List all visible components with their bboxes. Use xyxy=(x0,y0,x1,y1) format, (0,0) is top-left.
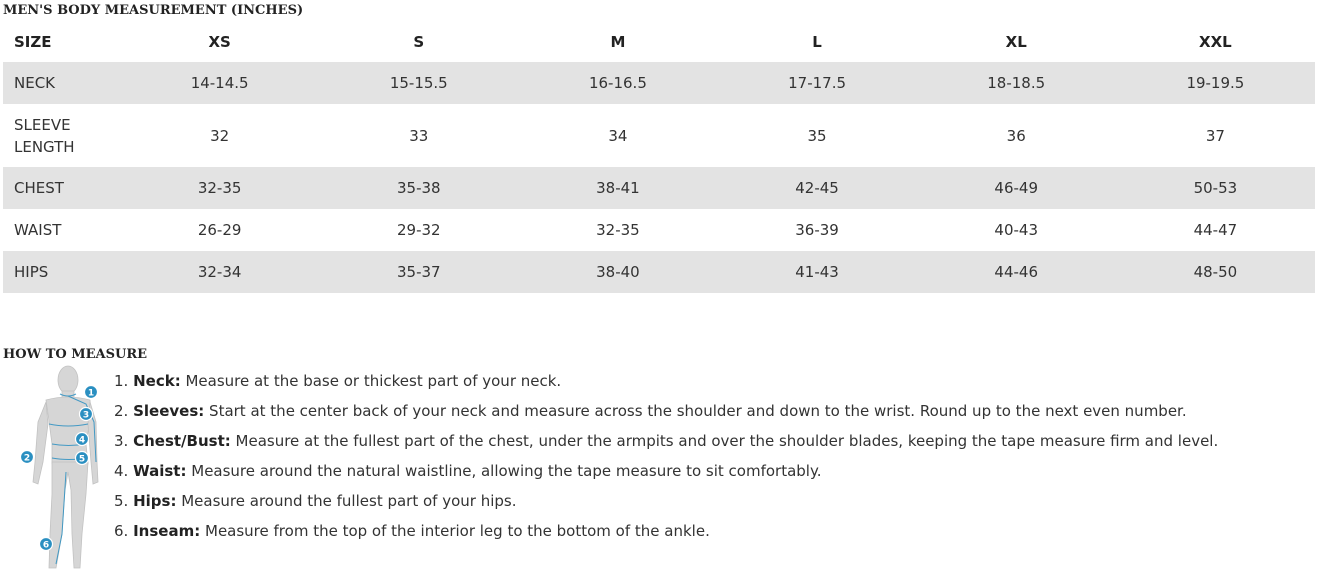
step-number: 2. xyxy=(114,402,129,420)
step-text: Measure at the base or thickest part of your neck. xyxy=(185,372,562,390)
table-cell: 18-18.5 xyxy=(917,62,1116,104)
marker-3-icon xyxy=(80,408,93,421)
step-term: Chest/Bust: xyxy=(133,432,231,450)
step-number: 4. xyxy=(114,462,129,480)
row-label xyxy=(3,104,120,167)
marker-label: 3 xyxy=(82,410,90,421)
step-text: Measure at the fullest part of the chest, under the armpits and over the shoulder blades, keeping the tape measure firm and level. xyxy=(235,432,1219,450)
table-cell: 29-32 xyxy=(396,221,441,239)
marker-label: 6 xyxy=(42,540,50,551)
marker-1-icon xyxy=(85,386,98,399)
marker-label: 4 xyxy=(78,435,86,446)
step-text: Measure from the top of the interior leg to the bottom of the ankle. xyxy=(205,522,710,540)
table-cell: 38-40 xyxy=(518,251,717,293)
measure-steps-list xyxy=(114,369,1218,549)
table-cell: 32-34 xyxy=(120,251,319,293)
table-cell: 44-47 xyxy=(1193,221,1238,239)
step-text: Start at the center back of your neck and measure across the shoulder and down to the wrist. Round up to the next even number. xyxy=(209,402,1187,420)
table-cell: 48-50 xyxy=(1116,251,1315,293)
table-cell: 17-17.5 xyxy=(718,62,917,104)
table-cell: 40-43 xyxy=(994,221,1038,239)
marker-label: 5 xyxy=(78,454,86,465)
body-figure-illustration xyxy=(16,362,100,574)
step-text: Measure around the fullest part of your hips. xyxy=(181,492,517,510)
row-label: WAIST xyxy=(14,221,62,239)
column-header: M xyxy=(610,32,626,51)
row-label-line: SLEEVE xyxy=(14,115,71,134)
row-label: NECK xyxy=(3,62,120,104)
table-row xyxy=(3,62,1315,104)
list-item xyxy=(114,489,1218,519)
table-row xyxy=(3,209,1315,251)
page-title: MEN'S BODY MEASUREMENT (INCHES) xyxy=(3,3,304,18)
table-cell: 26-29 xyxy=(197,221,242,239)
column-header: L xyxy=(812,32,822,51)
table-cell: 34 xyxy=(608,126,628,145)
row-label-line: LENGTH xyxy=(14,137,75,156)
table-cell: 36-39 xyxy=(795,221,839,239)
step-number: 1. xyxy=(114,372,129,390)
table-cell: 38-41 xyxy=(518,167,717,209)
table-cell: 41-43 xyxy=(718,251,917,293)
column-header: XXL xyxy=(1199,32,1232,51)
table-cell: 32-35 xyxy=(596,221,640,239)
table-header-row xyxy=(3,21,1315,62)
how-to-measure-title: HOW TO MEASURE xyxy=(3,347,148,362)
table-cell: 19-19.5 xyxy=(1116,62,1315,104)
column-header: XL xyxy=(1005,32,1027,51)
table-cell: 50-53 xyxy=(1116,167,1315,209)
table-cell: 32 xyxy=(210,126,230,145)
list-item xyxy=(114,519,1218,549)
table-row xyxy=(3,104,1315,167)
table-cell: 36 xyxy=(1006,126,1026,145)
step-term: Hips: xyxy=(133,492,177,510)
column-header: S xyxy=(413,32,425,51)
table-cell: 35 xyxy=(807,126,827,145)
step-number: 6. xyxy=(114,522,129,540)
step-term: Neck: xyxy=(133,372,181,390)
table-cell: 33 xyxy=(409,126,429,145)
table-cell: 44-46 xyxy=(917,251,1116,293)
column-header: SIZE xyxy=(14,32,52,51)
list-item xyxy=(114,429,1218,459)
size-chart-table xyxy=(3,21,1315,293)
step-term: Sleeves: xyxy=(133,402,205,420)
step-number: 5. xyxy=(114,492,129,510)
table-cell: 37 xyxy=(1205,126,1225,145)
step-number: 3. xyxy=(114,432,129,450)
marker-label: 2 xyxy=(23,453,31,464)
table-cell: 32-35 xyxy=(120,167,319,209)
table-cell: 35-38 xyxy=(319,167,518,209)
row-label: CHEST xyxy=(3,167,120,209)
table-row xyxy=(3,251,1315,293)
table-row xyxy=(3,167,1315,209)
step-term: Waist: xyxy=(133,462,187,480)
list-item xyxy=(114,459,1218,489)
table-cell: 14-14.5 xyxy=(120,62,319,104)
step-text: Measure around the natural waistline, allowing the tape measure to sit comfortably. xyxy=(191,462,822,480)
marker-label: 1 xyxy=(87,388,95,399)
list-item xyxy=(114,399,1218,429)
table-cell: 46-49 xyxy=(917,167,1116,209)
list-item xyxy=(114,369,1218,399)
table-cell: 35-37 xyxy=(319,251,518,293)
row-label: HIPS xyxy=(3,251,120,293)
table-cell: 42-45 xyxy=(718,167,917,209)
marker-6-icon xyxy=(40,538,53,551)
table-cell: 15-15.5 xyxy=(319,62,518,104)
table-cell: 16-16.5 xyxy=(518,62,717,104)
marker-5-icon xyxy=(76,452,89,465)
marker-2-icon xyxy=(21,451,34,464)
step-term: Inseam: xyxy=(133,522,201,540)
marker-4-icon xyxy=(76,433,89,446)
column-header: XS xyxy=(208,32,231,51)
